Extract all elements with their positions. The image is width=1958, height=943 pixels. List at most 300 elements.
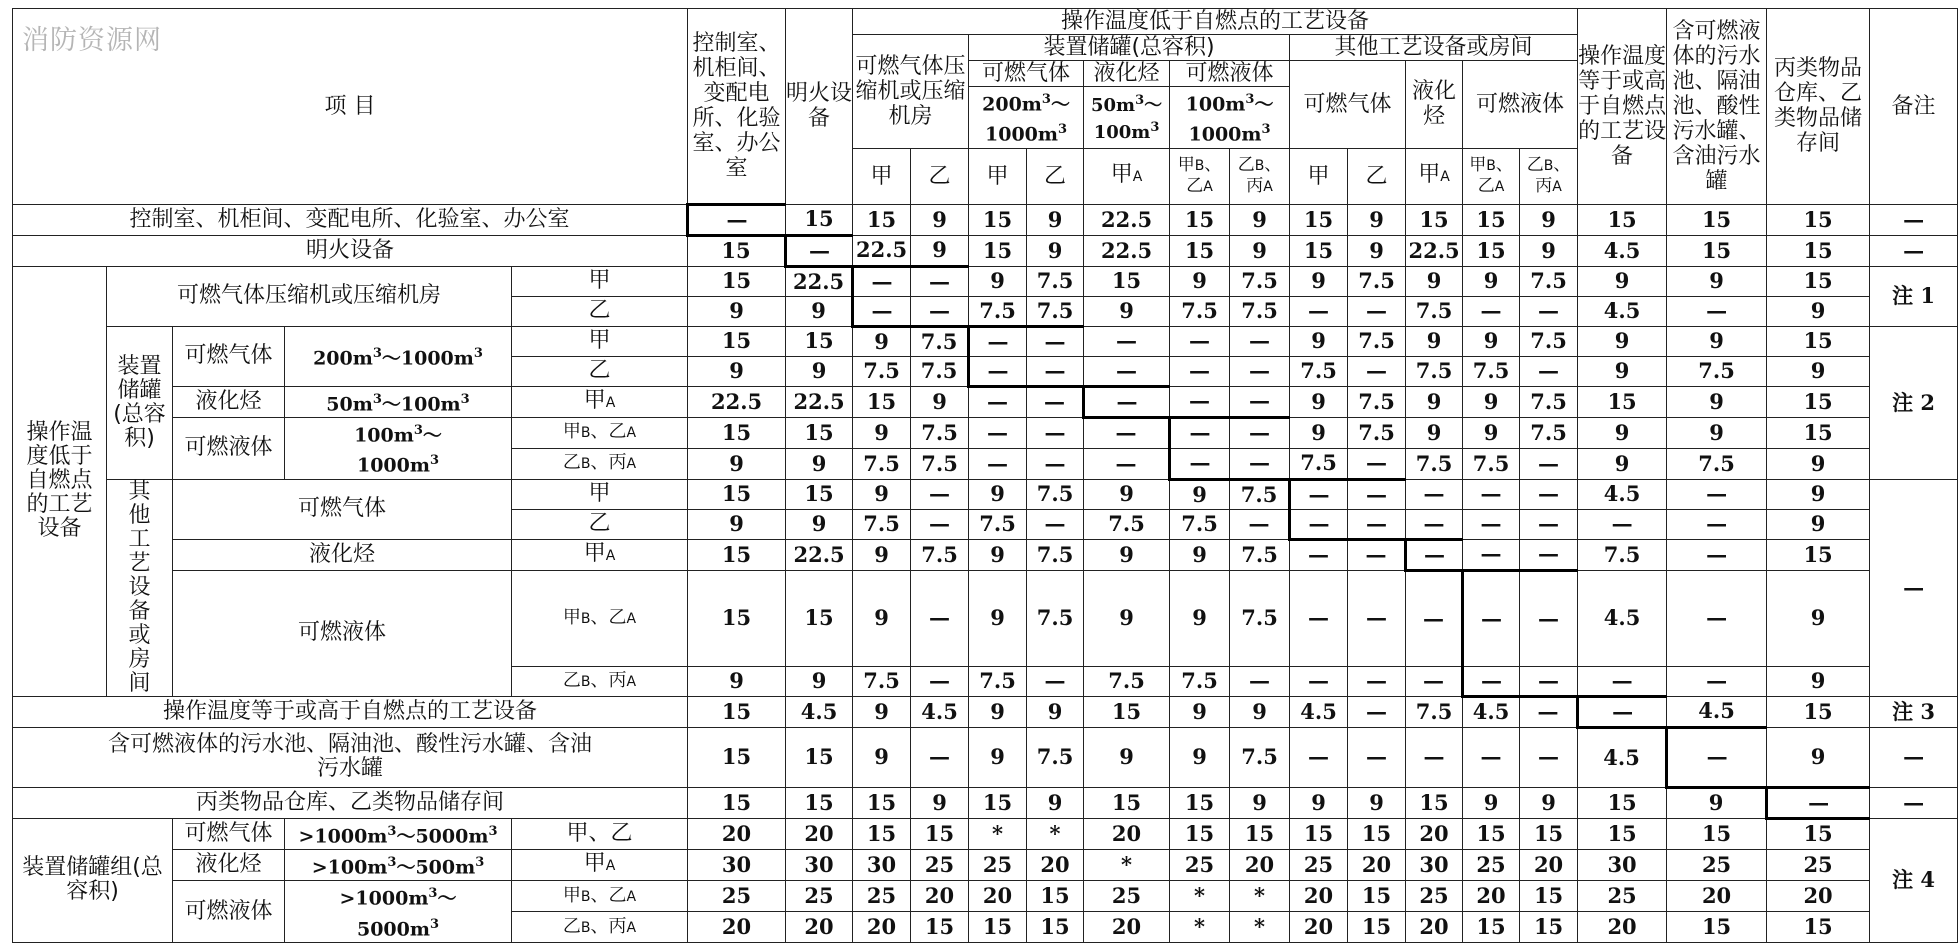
- value-cell: —: [1578, 509, 1667, 539]
- tg-lpg-vol: $>100m^3\sim 500m^3$: [285, 849, 512, 880]
- value-cell: 15: [1084, 696, 1170, 727]
- table-row: [13, 417, 1958, 448]
- value-cell: 15: [853, 818, 911, 849]
- value-cell: 9: [1348, 787, 1406, 818]
- value-cell: 25: [1170, 849, 1230, 880]
- value-cell: 7.5: [1027, 296, 1084, 326]
- value-cell: —: [1520, 727, 1578, 787]
- row-label: 控制室、机柜间、变配电所、化验室、办公室: [13, 204, 688, 235]
- value-cell: 15: [969, 235, 1027, 266]
- value-cell: 15: [1767, 696, 1870, 727]
- value-cell: 9: [1170, 727, 1230, 787]
- value-cell: 4.5: [1290, 696, 1348, 727]
- class-label: 乙: [512, 296, 688, 326]
- row-label: 操作温度等于或高于自燃点的工艺设备: [13, 696, 688, 727]
- value-cell: 15: [688, 727, 786, 787]
- value-cell: 25: [1084, 881, 1170, 912]
- value-cell: 20: [1406, 912, 1463, 943]
- value-cell: 25: [1406, 881, 1463, 912]
- value-cell: 9: [1767, 570, 1870, 666]
- value-cell: —: [1520, 509, 1578, 539]
- value-cell: 9: [1463, 787, 1520, 818]
- value-cell: —: [1348, 570, 1406, 666]
- sub-jia-a: 甲A: [1406, 148, 1463, 204]
- value-cell: 15: [1170, 818, 1230, 849]
- value-cell: 15: [853, 204, 911, 235]
- class-label: 乙B、丙A: [512, 912, 688, 943]
- value-cell: 7.5: [1520, 386, 1578, 417]
- sub-jia-a: 甲A: [1084, 148, 1170, 204]
- value-cell: 15: [1463, 235, 1520, 266]
- value-cell: —: [969, 356, 1027, 386]
- value-cell: —: [1348, 356, 1406, 386]
- value-cell: 9: [969, 696, 1027, 727]
- value-cell: —: [1578, 696, 1667, 727]
- value-cell: 15: [1767, 266, 1870, 296]
- value-cell: 9: [1767, 479, 1870, 509]
- value-cell: —: [1406, 727, 1463, 787]
- value-cell: —: [1348, 727, 1406, 787]
- value-cell: 15: [688, 787, 786, 818]
- value-cell: 9: [1667, 266, 1767, 296]
- value-cell: 15: [786, 479, 853, 509]
- value-cell: —: [1520, 696, 1578, 727]
- class-label: 甲: [512, 326, 688, 356]
- value-cell: 15: [1520, 818, 1578, 849]
- value-cell: 15: [786, 204, 853, 235]
- value-cell: 15: [688, 539, 786, 570]
- value-cell: —: [1170, 326, 1230, 356]
- other-label: 其他工艺设备或房间: [107, 479, 173, 696]
- value-cell: 4.5: [1463, 696, 1520, 727]
- value-cell: 4.5: [911, 696, 969, 727]
- col-other-liquid: 可燃液体: [1463, 61, 1578, 149]
- value-cell: 20: [1230, 849, 1290, 880]
- value-cell: 25: [688, 881, 786, 912]
- value-cell: 9: [1578, 326, 1667, 356]
- value-cell: 20: [786, 818, 853, 849]
- col-liquid: 可燃液体: [1170, 61, 1290, 87]
- value-cell: —: [1520, 479, 1578, 509]
- value-cell: 9: [911, 386, 969, 417]
- value-cell: —: [1520, 666, 1578, 696]
- value-cell: 22.5: [688, 386, 786, 417]
- value-cell: —: [1027, 386, 1084, 417]
- table-row: [13, 818, 1958, 849]
- value-cell: 9: [688, 296, 786, 326]
- value-cell: 7.5: [1578, 539, 1667, 570]
- value-cell: —: [1230, 509, 1290, 539]
- col-open-fire: 明火设备: [786, 9, 853, 205]
- value-cell: —: [1230, 448, 1290, 479]
- value-cell: 9: [688, 509, 786, 539]
- value-cell: 7.5: [853, 509, 911, 539]
- value-cell: 7.5: [1170, 509, 1230, 539]
- value-cell: 15: [1084, 266, 1170, 296]
- value-cell: —: [1520, 570, 1578, 666]
- value-cell: 9: [911, 235, 969, 266]
- value-cell: 25: [1463, 849, 1520, 880]
- value-cell: 9: [1170, 479, 1230, 509]
- class-label: 甲A: [512, 539, 688, 570]
- value-cell: 7.5: [969, 509, 1027, 539]
- value-cell: 9: [1767, 727, 1870, 787]
- spacing-table: [12, 8, 1958, 943]
- value-cell: 22.5: [786, 386, 853, 417]
- value-cell: 7.5: [1170, 296, 1230, 326]
- value-cell: 30: [1406, 849, 1463, 880]
- sub-jia: 甲: [969, 148, 1027, 204]
- value-cell: —: [1348, 509, 1406, 539]
- value-cell: —: [1290, 570, 1348, 666]
- value-cell: —: [1667, 539, 1767, 570]
- value-cell: —: [1230, 386, 1290, 417]
- table-row: [13, 479, 1958, 509]
- value-cell: 9: [1027, 204, 1084, 235]
- value-cell: 9: [1290, 787, 1348, 818]
- value-cell: 7.5: [1348, 266, 1406, 296]
- value-cell: 22.5: [1084, 204, 1170, 235]
- value-cell: 9: [1230, 787, 1290, 818]
- value-cell: 7.5: [1027, 727, 1084, 787]
- value-cell: 7.5: [1348, 326, 1406, 356]
- value-cell: 20: [911, 881, 969, 912]
- value-cell: 15: [1578, 818, 1667, 849]
- value-cell: —: [1667, 666, 1767, 696]
- value-cell: 15: [1170, 787, 1230, 818]
- value-cell: 7.5: [1406, 696, 1463, 727]
- value-cell: 20: [1290, 912, 1348, 943]
- col-lpg: 液化烃: [1084, 61, 1170, 87]
- value-cell: —: [969, 417, 1027, 448]
- value-cell: —: [1290, 509, 1348, 539]
- value-cell: 15: [786, 570, 853, 666]
- value-cell: 15: [1348, 881, 1406, 912]
- value-cell: 9: [1084, 727, 1170, 787]
- col-liquid-vol: $100m^3\sim 1000m^3$: [1170, 87, 1290, 149]
- value-cell: 15: [1578, 787, 1667, 818]
- value-cell: —: [1170, 448, 1230, 479]
- other-lpg-label: 液化烃: [173, 539, 512, 570]
- value-cell: 22.5: [786, 539, 853, 570]
- tg-liquid-vol: $>1000m^3\sim 5000m^3$: [285, 881, 512, 943]
- table-row: [13, 570, 1958, 666]
- value-cell: 20: [1084, 818, 1170, 849]
- value-cell: 7.5: [1667, 448, 1767, 479]
- value-cell: 20: [1578, 912, 1667, 943]
- value-cell: 9: [1667, 386, 1767, 417]
- value-cell: 4.5: [1578, 570, 1667, 666]
- value-cell: —: [1463, 666, 1520, 696]
- value-cell: 15: [853, 787, 911, 818]
- value-cell: 15: [1767, 912, 1870, 943]
- value-cell: —: [1230, 326, 1290, 356]
- value-cell: —: [1348, 448, 1406, 479]
- value-cell: 15: [1463, 818, 1520, 849]
- value-cell: 9: [1463, 386, 1520, 417]
- sub-jia-b-yi-a: 甲B、乙A: [1170, 148, 1230, 204]
- other-gas-label: 可燃气体: [173, 479, 512, 539]
- tank-group-label: 装置储罐组(总容积): [13, 818, 173, 942]
- value-cell: 7.5: [1027, 570, 1084, 666]
- item-header: 项 目: [13, 9, 688, 205]
- value-cell: 7.5: [1230, 296, 1290, 326]
- value-cell: 25: [853, 881, 911, 912]
- value-cell: 20: [1406, 818, 1463, 849]
- value-cell: 20: [1767, 881, 1870, 912]
- value-cell: 9: [1767, 666, 1870, 696]
- remark-cell: —: [1870, 235, 1958, 266]
- value-cell: —: [1170, 386, 1230, 417]
- other-liquid-label: 可燃液体: [173, 570, 512, 696]
- value-cell: 4.5: [786, 696, 853, 727]
- value-cell: 20: [688, 912, 786, 943]
- sub-jia: 甲: [1290, 148, 1348, 204]
- value-cell: 15: [1348, 818, 1406, 849]
- value-cell: 9: [911, 204, 969, 235]
- value-cell: 7.5: [911, 539, 969, 570]
- value-cell: *: [969, 818, 1027, 849]
- value-cell: 20: [688, 818, 786, 849]
- value-cell: —: [1084, 417, 1170, 448]
- value-cell: —: [911, 570, 969, 666]
- sub-yi: 乙: [1027, 148, 1084, 204]
- value-cell: 9: [1084, 479, 1170, 509]
- value-cell: 7.5: [1027, 539, 1084, 570]
- remark-cell: 注 1: [1870, 266, 1958, 326]
- value-cell: —: [1578, 666, 1667, 696]
- value-cell: —: [1348, 696, 1406, 727]
- value-cell: 9: [853, 479, 911, 509]
- value-cell: 9: [1290, 417, 1348, 448]
- value-cell: —: [1230, 356, 1290, 386]
- value-cell: —: [1406, 570, 1463, 666]
- tg-gas-vol: $>1000m^3\sim 5000m^3$: [285, 818, 512, 849]
- value-cell: 7.5: [1520, 266, 1578, 296]
- value-cell: —: [1084, 448, 1170, 479]
- remark-cell: —: [1870, 204, 1958, 235]
- value-cell: 9: [688, 666, 786, 696]
- value-cell: 30: [786, 849, 853, 880]
- value-cell: 9: [969, 539, 1027, 570]
- value-cell: 9: [1520, 787, 1578, 818]
- value-cell: 15: [1463, 204, 1520, 235]
- value-cell: —: [1463, 296, 1520, 326]
- remark-cell: 注 2: [1870, 326, 1958, 479]
- class-label: 甲A: [512, 849, 688, 880]
- value-cell: 7.5: [1230, 570, 1290, 666]
- sub-yi: 乙: [911, 148, 969, 204]
- col-high-temp: 操作温度等于或高于自燃点的工艺设备: [1578, 9, 1667, 205]
- value-cell: 9: [688, 356, 786, 386]
- value-cell: —: [1084, 386, 1170, 417]
- tg-gas-label: 可燃气体: [173, 818, 285, 849]
- value-cell: 7.5: [1084, 666, 1170, 696]
- value-cell: 9: [1348, 204, 1406, 235]
- value-cell: 7.5: [1520, 417, 1578, 448]
- value-cell: 7.5: [911, 417, 969, 448]
- value-cell: 9: [911, 787, 969, 818]
- remark-cell: —: [1870, 479, 1958, 696]
- value-cell: —: [1027, 417, 1084, 448]
- value-cell: 25: [969, 849, 1027, 880]
- value-cell: 15: [1667, 818, 1767, 849]
- compressor-label: 可燃气体压缩机或压缩机房: [107, 266, 512, 326]
- value-cell: —: [969, 386, 1027, 417]
- value-cell: —: [1348, 539, 1406, 570]
- row-label: 明火设备: [13, 235, 688, 266]
- value-cell: 7.5: [853, 448, 911, 479]
- class-label: 甲: [512, 266, 688, 296]
- value-cell: 9: [1578, 448, 1667, 479]
- value-cell: —: [1027, 326, 1084, 356]
- table-row: [13, 849, 1958, 880]
- value-cell: 7.5: [1230, 479, 1290, 509]
- value-cell: 7.5: [1290, 448, 1348, 479]
- class-label: 乙B、丙A: [512, 666, 688, 696]
- value-cell: 20: [969, 881, 1027, 912]
- value-cell: —: [1290, 539, 1348, 570]
- value-cell: 7.5: [1290, 356, 1348, 386]
- value-cell: —: [1406, 479, 1463, 509]
- value-cell: 7.5: [1463, 356, 1520, 386]
- value-cell: —: [1520, 356, 1578, 386]
- value-cell: —: [1667, 296, 1767, 326]
- value-cell: 4.5: [1578, 479, 1667, 509]
- value-cell: 15: [969, 787, 1027, 818]
- value-cell: 9: [1230, 696, 1290, 727]
- value-cell: 7.5: [853, 666, 911, 696]
- value-cell: 20: [1463, 881, 1520, 912]
- value-cell: —: [1230, 666, 1290, 696]
- class-label: 甲B、乙A: [512, 570, 688, 666]
- value-cell: 22.5: [786, 266, 853, 296]
- value-cell: 9: [688, 448, 786, 479]
- value-cell: 15: [1406, 204, 1463, 235]
- value-cell: 7.5: [1463, 448, 1520, 479]
- value-cell: 9: [1406, 266, 1463, 296]
- value-cell: —: [1290, 296, 1348, 326]
- value-cell: 15: [1463, 912, 1520, 943]
- col-lpg-vol: $50m^3\sim 100m^3$: [1084, 87, 1170, 149]
- value-cell: 25: [786, 881, 853, 912]
- value-cell: 9: [786, 509, 853, 539]
- lpg-vol: $50m^3\sim 100m^3$: [285, 386, 512, 417]
- value-cell: 9: [1667, 326, 1767, 356]
- col-remark: 备注: [1870, 9, 1958, 205]
- value-cell: —: [1170, 356, 1230, 386]
- value-cell: —: [1463, 479, 1520, 509]
- value-cell: 9: [786, 666, 853, 696]
- col-warehouse: 丙类物品仓库、乙类物品储存间: [1767, 9, 1870, 205]
- value-cell: 9: [1767, 296, 1870, 326]
- value-cell: 7.5: [1667, 356, 1767, 386]
- table-row: [13, 881, 1958, 912]
- value-cell: 20: [853, 912, 911, 943]
- class-label: 乙: [512, 356, 688, 386]
- value-cell: 30: [1578, 849, 1667, 880]
- value-cell: 9: [969, 479, 1027, 509]
- value-cell: 4.5: [1578, 727, 1667, 787]
- value-cell: —: [1767, 787, 1870, 818]
- value-cell: 15: [1348, 912, 1406, 943]
- value-cell: 7.5: [1230, 266, 1290, 296]
- value-cell: 7.5: [1406, 296, 1463, 326]
- value-cell: 15: [1578, 204, 1667, 235]
- value-cell: *: [1230, 881, 1290, 912]
- sub-yi: 乙: [1348, 148, 1406, 204]
- value-cell: —: [1667, 479, 1767, 509]
- col-sewage: 含可燃液体的污水池、隔油池、酸性污水罐、含油污水罐: [1667, 9, 1767, 205]
- value-cell: 15: [1027, 912, 1084, 943]
- value-cell: 7.5: [1406, 356, 1463, 386]
- value-cell: —: [911, 479, 969, 509]
- table-row: [13, 386, 1958, 417]
- value-cell: —: [1406, 666, 1463, 696]
- value-cell: 15: [1767, 386, 1870, 417]
- sub-yi-b-bing-a: 乙B、丙A: [1230, 148, 1290, 204]
- value-cell: 15: [1290, 818, 1348, 849]
- value-cell: *: [1170, 881, 1230, 912]
- value-cell: 9: [1230, 235, 1290, 266]
- value-cell: 9: [1170, 570, 1230, 666]
- row-label: 丙类物品仓库、乙类物品储存间: [13, 787, 688, 818]
- table-row: [13, 539, 1958, 570]
- value-cell: 9: [1170, 696, 1230, 727]
- value-cell: *: [1230, 912, 1290, 943]
- value-cell: —: [1027, 356, 1084, 386]
- value-cell: 4.5: [1578, 296, 1667, 326]
- value-cell: 9: [1463, 417, 1520, 448]
- class-label: 乙B、丙A: [512, 448, 688, 479]
- value-cell: 15: [1027, 881, 1084, 912]
- value-cell: *: [1084, 849, 1170, 880]
- col-compressor: 可燃气体压缩机或压缩机房: [853, 35, 969, 149]
- value-cell: —: [1463, 539, 1520, 570]
- value-cell: 9: [1578, 356, 1667, 386]
- value-cell: 4.5: [1667, 696, 1767, 727]
- value-cell: 9: [853, 727, 911, 787]
- class-label: 甲: [512, 479, 688, 509]
- value-cell: 20: [1027, 849, 1084, 880]
- value-cell: 4.5: [1578, 235, 1667, 266]
- table-row: [13, 204, 1958, 235]
- value-cell: 20: [1667, 881, 1767, 912]
- value-cell: 15: [1767, 326, 1870, 356]
- value-cell: 7.5: [911, 356, 969, 386]
- value-cell: —: [911, 666, 969, 696]
- value-cell: 7.5: [1348, 417, 1406, 448]
- value-cell: 20: [1520, 849, 1578, 880]
- value-cell: 9: [1084, 539, 1170, 570]
- value-cell: —: [911, 509, 969, 539]
- value-cell: 9: [969, 727, 1027, 787]
- value-cell: 9: [1667, 417, 1767, 448]
- value-cell: 7.5: [1520, 326, 1578, 356]
- value-cell: 15: [786, 787, 853, 818]
- value-cell: 15: [786, 727, 853, 787]
- value-cell: —: [1667, 509, 1767, 539]
- sub-jia-b-yi-a: 甲B、乙A: [1463, 148, 1520, 204]
- value-cell: 7.5: [1027, 479, 1084, 509]
- value-cell: 15: [688, 326, 786, 356]
- value-cell: 15: [1767, 235, 1870, 266]
- value-cell: 9: [1170, 539, 1230, 570]
- class-label: 乙: [512, 509, 688, 539]
- value-cell: 15: [688, 479, 786, 509]
- value-cell: 9: [853, 570, 911, 666]
- value-cell: 15: [688, 696, 786, 727]
